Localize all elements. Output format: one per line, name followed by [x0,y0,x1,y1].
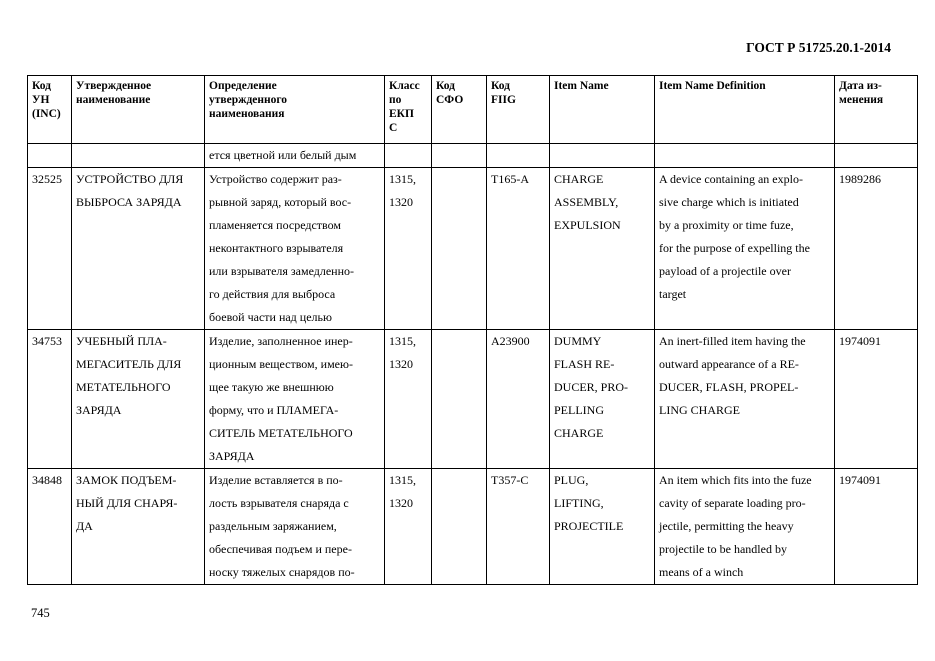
cell-fiig-code [487,469,550,585]
cell-text-line: неконтактного взрывателя [209,241,344,255]
cell-text-line: МЕГАСИТЕЛЬ ДЛЯ [76,357,182,371]
cell-item-name-definition [655,144,835,168]
cell-text-line: A23900 [491,334,530,348]
table-row [28,144,918,168]
cell-text-line: обеспечивая подъем и пере- [209,542,352,556]
cell-item-name [550,144,655,168]
cell-text-line: 1315, [389,473,416,487]
header-text-line: Класс [389,80,420,92]
table-header-row [28,76,918,144]
cell-text-line: for the purpose of expelling the [659,241,810,255]
header-item-name-definition [655,76,835,144]
cell-inc-code [28,144,72,168]
cell-fiig-code [487,144,550,168]
cell-definition [205,469,385,585]
catalog-table [27,75,918,585]
header-text-line: FIIG [491,94,516,106]
cell-change-date [835,144,918,168]
cell-text-line: ВЫБРОСА ЗАРЯДА [76,195,182,209]
cell-text-line: 1974091 [839,334,881,348]
cell-text-line: 1320 [389,357,413,371]
cell-text-line: target [659,287,687,301]
cell-text-line: DUMMY [554,334,602,348]
cell-text-line: раздельным заряжанием, [209,519,337,533]
cell-sfo-code [432,469,487,585]
header-text-line: менения [839,94,884,106]
cell-text-line: A device containing an explo- [659,172,803,186]
cell-text-line: МЕТАТЕЛЬНОГО [76,380,171,394]
header-text-line: Код [491,80,511,92]
cell-text-line: носку тяжелых снарядов по- [209,565,355,579]
cell-text-line: outward appearance of a RE- [659,357,799,371]
cell-text-line: CHARGE [554,426,604,440]
cell-text-line: Устройство содержит раз- [209,172,342,186]
header-text-line: Код [436,80,456,92]
header-inc-code [28,76,72,144]
cell-approved-name [72,469,205,585]
cell-item-name-definition [655,330,835,469]
cell-inc-code [28,469,72,585]
cell-text-line: Изделие, заполненное инер- [209,334,353,348]
cell-text-line: payload of a projectile over [659,264,791,278]
cell-inc-code [28,330,72,469]
header-class-ekps [385,76,432,144]
table-row [28,168,918,330]
cell-text-line: ется цветной или белый дым [209,148,357,162]
cell-text-line: пламеняется посредством [209,218,341,232]
cell-sfo-code [432,144,487,168]
cell-item-name [550,330,655,469]
cell-sfo-code [432,168,487,330]
cell-class-ekps [385,144,432,168]
cell-text-line: LIFTING, [554,496,604,510]
cell-text-line: CHARGE [554,172,604,186]
cell-text-line: 1320 [389,195,413,209]
cell-text-line: An item which fits into the fuze [659,473,812,487]
cell-text-line: СИТЕЛЬ МЕТАТЕЛЬНОГО [209,426,353,440]
cell-text-line: EXPULSION [554,218,621,232]
cell-text-line: sive charge which is initiated [659,195,799,209]
cell-item-name [550,469,655,585]
header-text-line: Дата из- [839,80,882,92]
cell-item-name-definition [655,168,835,330]
cell-text-line: или взрывателя замедленно- [209,264,354,278]
page-number: 745 [31,606,50,620]
cell-text-line: ДА [76,519,93,533]
cell-text-line: 1989286 [839,172,881,186]
cell-text-line: НЫЙ ДЛЯ СНАРЯ- [76,496,178,510]
header-text-line: ЕКП [389,108,414,120]
cell-text-line: Изделие вставляется в по- [209,473,343,487]
header-text-line: наименование [76,94,151,106]
cell-text-line: DUCER, FLASH, PROPEL- [659,380,799,394]
cell-text-line: DUCER, PRO- [554,380,629,394]
standard-designation: ГОСТ Р 51725.20.1-2014 [746,40,891,55]
cell-text-line: 1974091 [839,473,881,487]
cell-class-ekps [385,168,432,330]
header-text-line: Код [32,80,52,92]
cell-text-line: УСТРОЙСТВО ДЛЯ [76,172,184,186]
cell-text-line: ЗАМОК ПОДЪЕМ- [76,473,177,487]
header-definition [205,76,385,144]
cell-item-name [550,168,655,330]
header-text-line: Item Name [554,80,609,92]
cell-text-line: T357-C [491,473,529,487]
header-text-line: наименования [209,108,285,120]
cell-text-line: FLASH RE- [554,357,615,371]
cell-text-line: projectile to be handled by [659,542,787,556]
cell-text-line: PELLING [554,403,604,417]
cell-definition [205,168,385,330]
cell-text-line: рывной заряд, который вос- [209,195,352,209]
cell-text-line: щее такую же внешнюю [209,380,334,394]
cell-sfo-code [432,330,487,469]
cell-inc-code [28,168,72,330]
cell-fiig-code [487,168,550,330]
cell-text-line: T165-A [491,172,529,186]
cell-change-date [835,168,918,330]
header-text-line: УН [32,94,50,106]
cell-text-line: лость взрывателя снаряда с [209,496,349,510]
cell-text-line: 1315, [389,172,416,186]
cell-text-line: 1315, [389,334,416,348]
cell-text-line: боевой части над целью [209,310,332,324]
header-item-name [550,76,655,144]
cell-approved-name [72,168,205,330]
header-text-line: по [389,94,402,106]
cell-text-line: ЗАРЯДА [76,403,122,417]
header-text-line: Определение [209,80,277,92]
cell-class-ekps [385,469,432,585]
cell-text-line: форму, что и ПЛАМЕГА- [209,403,339,417]
cell-text-line: cavity of separate loading pro- [659,496,806,510]
header-change-date [835,76,918,144]
cell-text-line: ASSEMBLY, [554,195,619,209]
cell-class-ekps [385,330,432,469]
header-fiig-code [487,76,550,144]
cell-text-line: го действия для выброса [209,287,336,301]
cell-text-line: 1320 [389,496,413,510]
cell-text-line: 34753 [32,334,62,348]
header-text-line: С [389,122,398,134]
cell-change-date [835,469,918,585]
cell-text-line: 32525 [32,172,62,186]
cell-approved-name [72,330,205,469]
header-text-line: СФО [436,94,464,106]
cell-text-line: ЗАРЯДА [209,449,255,463]
cell-text-line: УЧЕБНЫЙ ПЛА- [76,334,167,348]
cell-definition [205,144,385,168]
cell-text-line: jectile, permitting the heavy [659,519,794,533]
header-text-line: утвержденного [209,94,288,106]
cell-text-line: LING CHARGE [659,403,740,417]
table-row [28,330,918,469]
header-approved-name [72,76,205,144]
cell-item-name-definition [655,469,835,585]
cell-fiig-code [487,330,550,469]
cell-definition [205,330,385,469]
cell-text-line: PROJECTILE [554,519,624,533]
cell-approved-name [72,144,205,168]
cell-text-line: An inert-filled item having the [659,334,806,348]
cell-text-line: by a proximity or time fuze, [659,218,794,232]
cell-text-line: PLUG, [554,473,589,487]
table-body [28,144,918,585]
cell-text-line: ционным веществом, имею- [209,357,353,371]
cell-text-line: means of a winch [659,565,744,579]
header-text-line: (INC) [32,108,61,120]
cell-text-line: 34848 [32,473,62,487]
header-sfo-code [432,76,487,144]
table-row [28,469,918,585]
header-text-line: Item Name Definition [659,80,766,92]
header-text-line: Утвержденное [76,80,152,92]
cell-change-date [835,330,918,469]
